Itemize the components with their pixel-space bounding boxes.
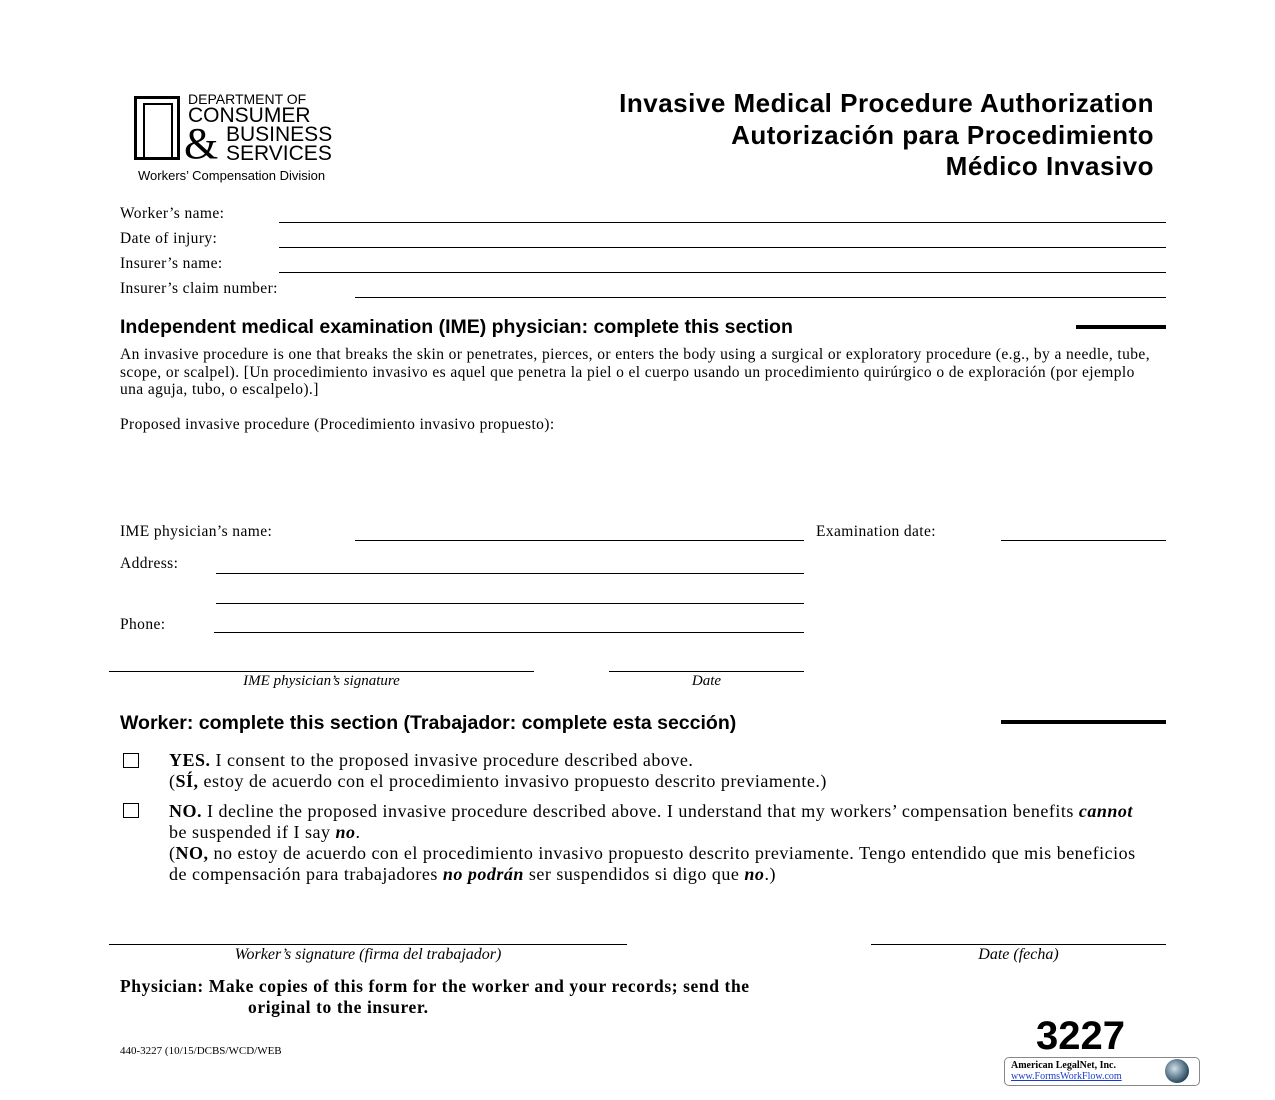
worker-signature-field[interactable] [109, 944, 627, 945]
insurer-name-field[interactable] [279, 272, 1166, 273]
worker-section-heading: Worker: complete this section (Trabajador: complete esta sección) [120, 712, 737, 734]
date-of-injury-label: Date of injury: [120, 230, 218, 247]
no-text: be suspended if I say [169, 822, 336, 842]
logo-text: BUSINESS [226, 123, 333, 146]
phone-field[interactable] [214, 632, 804, 633]
division-name: Workers’ Compensation Division [138, 168, 326, 183]
globe-icon [1165, 1059, 1189, 1083]
logo-text: DEPARTMENT OF [188, 91, 307, 107]
physician-text: Make copies of this form for the worker and your records; send the [208, 976, 750, 996]
title-es-2: Médico Invasivo [945, 151, 1154, 181]
exam-date-field[interactable] [1001, 540, 1166, 541]
proposed-procedure-field[interactable] [120, 436, 1166, 516]
claim-number-field[interactable] [355, 297, 1166, 298]
yes-text-es: estoy de acuerdo con el procedimiento invasivo propuesto descrito previamente.) [198, 771, 827, 791]
physician-text: original to the insurer. [248, 997, 429, 1017]
worker-signature-caption: Worker’s signature (firma del trabajador) [234, 946, 502, 963]
no-text: I decline the proposed invasive procedure described above. I understand that my workers’ compensation benefits [202, 801, 1079, 821]
yes-checkbox[interactable] [123, 753, 139, 768]
title-es-1: Autorización para Procedimiento [731, 120, 1154, 150]
worker-date-field[interactable] [871, 944, 1166, 945]
ime-section-heading: Independent medical examination (IME) physician: complete this section [120, 316, 793, 338]
address-field-1[interactable] [216, 573, 804, 574]
physician-date-caption: Date [691, 673, 722, 689]
physician-instructions [120, 976, 750, 1018]
title-en: Invasive Medical Procedure Authorization [619, 88, 1154, 118]
dcbs-logo [126, 91, 376, 168]
logo-monogram [134, 96, 180, 160]
no-label: NO. [169, 801, 202, 821]
cannot-emphasis: cannot [1078, 801, 1133, 821]
address-field-2[interactable] [216, 603, 804, 604]
badge-company: American LegalNet, Inc. [1011, 1060, 1116, 1071]
yes-text: I consent to the proposed invasive procedure described above. [210, 750, 694, 770]
worker-date-caption: Date (fecha) [978, 946, 1059, 963]
no-emphasis-es: no [744, 864, 765, 884]
paren: ( [169, 843, 176, 863]
worker-name-label: Worker’s name: [120, 205, 225, 222]
no-text-es: no estoy de acuerdo con el procedimiento invasivo propuesto descrito previamente. Tengo entendido que mis beneficios de compensación para trabajadores [169, 843, 1136, 884]
claim-number-label: Insurer’s claim number: [120, 280, 278, 297]
no-label-es: NO, [175, 843, 209, 863]
form-code: 440-3227 (10/15/DCBS/WCD/WEB [120, 1045, 282, 1057]
logo-text: CONSUMER [188, 104, 311, 127]
no-text-es: .) [764, 864, 776, 884]
exam-date-label: Examination date: [816, 523, 936, 540]
proposed-procedure-label: Proposed invasive procedure (Procedimiento invasivo propuesto): [120, 416, 555, 433]
physician-signature-field[interactable] [109, 671, 534, 672]
paren: ( [169, 771, 176, 791]
phone-label: Phone: [120, 616, 166, 633]
yes-label: YES. [169, 750, 211, 770]
physician-name-field[interactable] [355, 540, 804, 541]
form-number: 3227 [1036, 1014, 1125, 1058]
no-checkbox[interactable] [123, 803, 139, 818]
no-option-text [169, 801, 1144, 885]
insurer-name-label: Insurer’s name: [120, 255, 223, 272]
no-text-es: ser suspendidos si digo que [523, 864, 745, 884]
logo-text: SERVICES [226, 142, 332, 165]
address-label: Address: [120, 555, 179, 572]
yes-option-text [169, 750, 1149, 792]
no-emphasis: no [335, 822, 356, 842]
logo-ampersand: & [184, 119, 219, 168]
physician-label: Physician: [120, 976, 204, 996]
date-of-injury-field[interactable] [279, 247, 1166, 248]
no-text: . [355, 822, 361, 842]
section-rule [1001, 720, 1166, 724]
physician-signature-caption: IME physician’s signature [243, 673, 400, 689]
badge-url[interactable]: www.FormsWorkFlow.com [1011, 1071, 1122, 1082]
si-label: SÍ, [175, 771, 199, 791]
legalnet-badge[interactable] [1004, 1057, 1200, 1086]
section-rule [1076, 325, 1166, 329]
physician-name-label: IME physician’s name: [120, 523, 273, 540]
physician-date-field[interactable] [609, 671, 804, 672]
invasive-definition: An invasive procedure is one that breaks the skin or penetrates, pierces, or enters the body using a surgical or exploratory procedure (e.g., by a needle, tube, scope, or scalpel). [Un procedimiento invasivo es aquel que penetra la piel o el cuerpo usando un procedimiento quirúrgico o de exploración (por ejemplo una aguja, tubo, o escalpelo).] [120, 346, 1150, 398]
no-podran-emphasis: no podrán [442, 864, 524, 884]
worker-name-field[interactable] [279, 222, 1166, 223]
